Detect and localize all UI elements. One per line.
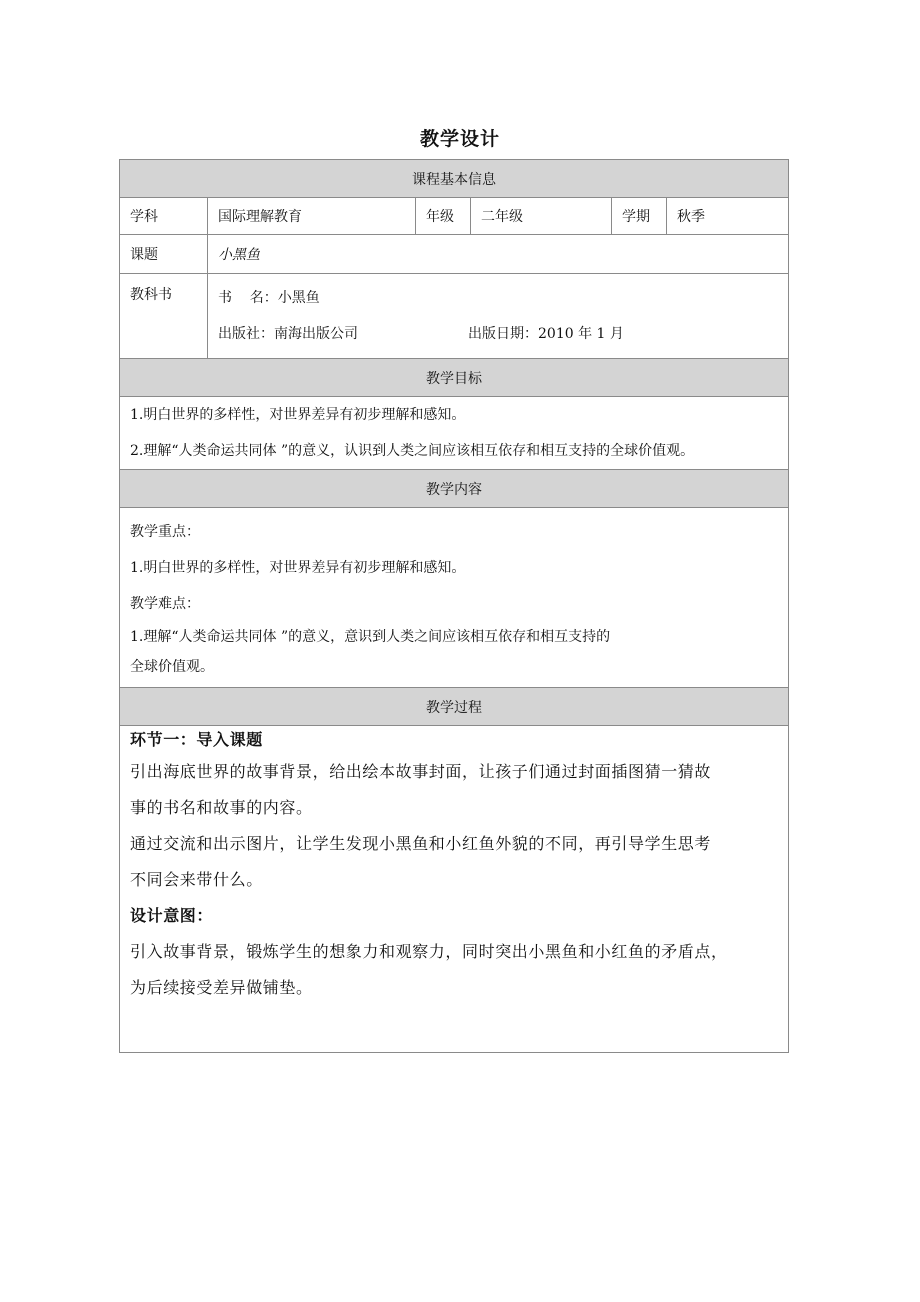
document-title: 教学设计 <box>419 128 500 150</box>
book-name-label: 书 名： <box>218 290 278 306</box>
lesson-plan-table <box>119 159 789 1053</box>
topic-value: 小黑鱼 <box>208 235 789 274</box>
subject-value: 国际理解教育 <box>208 198 416 235</box>
difficulty-item-line2: 全球价值观。 <box>130 658 214 675</box>
process-row <box>120 726 789 1053</box>
subject-label: 学科 <box>120 198 208 235</box>
textbook-label: 教科书 <box>120 274 208 359</box>
key-points-label: 教学重点： <box>130 523 200 540</box>
design-intent-label: 设计意图： <box>130 906 214 925</box>
publisher-label: 出版社： <box>218 326 274 342</box>
topic-row <box>120 235 789 274</box>
key-point-item: 1.明白世界的多样性，对世界差异有初步理解和感知。 <box>130 559 466 576</box>
content-row <box>120 508 789 688</box>
process-text-line: 引出海底世界的故事背景，给出绘本故事封面，让孩子们通过封面插图猜一猜故 <box>130 762 712 781</box>
goals-header-row <box>120 359 789 397</box>
process-text-line: 为后续接受差异做铺垫。 <box>130 978 313 997</box>
topic-label: 课题 <box>120 235 208 274</box>
goal-item: 2.理解“人类命运共同体 ”的意义，认识到人类之间应该相互依存和相互支持的全球价值观。 <box>130 443 695 459</box>
content-cell <box>120 508 789 688</box>
textbook-details <box>208 274 789 359</box>
step1-title: 环节一：导入课题 <box>130 730 263 749</box>
goals-row <box>120 397 789 470</box>
basic-info-header-row <box>120 160 789 198</box>
term-label: 学期 <box>612 198 667 235</box>
process-text-line: 不同会来带什么。 <box>130 870 263 889</box>
process-cell <box>120 726 789 1053</box>
pub-date-value: 2010 年 1 月 <box>538 326 624 342</box>
content-header-row <box>120 470 789 508</box>
term-value: 秋季 <box>667 198 789 235</box>
difficulty-item-line1: 1.理解“人类命运共同体 ”的意义，意识到人类之间应该相互依存和相互支持的 <box>130 628 611 645</box>
difficulty-label: 教学难点： <box>130 595 200 612</box>
pub-date-label: 出版日期： <box>468 326 538 342</box>
grade-label: 年级 <box>416 198 471 235</box>
textbook-row <box>120 274 789 359</box>
goals-header: 教学目标 <box>120 359 789 397</box>
goal-item: 1.明白世界的多样性，对世界差异有初步理解和感知。 <box>130 407 466 423</box>
basic-info-header: 课程基本信息 <box>120 160 789 198</box>
publisher-line <box>218 316 778 352</box>
basic-info-row <box>120 198 789 235</box>
grade-value: 二年级 <box>471 198 612 235</box>
process-text-line: 事的书名和故事的内容。 <box>130 798 313 817</box>
publisher-value: 南海出版公司 <box>274 326 358 342</box>
process-header: 教学过程 <box>120 688 789 726</box>
process-text-line: 通过交流和出示图片，让学生发现小黑鱼和小红鱼外貌的不同，再引导学生思考 <box>130 834 712 853</box>
book-name-line <box>218 280 778 316</box>
content-header: 教学内容 <box>120 470 789 508</box>
book-name-value: 小黑鱼 <box>277 290 320 306</box>
process-header-row <box>120 688 789 726</box>
process-text-line: 引入故事背景，锻炼学生的想象力和观察力，同时突出小黑鱼和小红鱼的矛盾点， <box>130 942 728 961</box>
goals-cell <box>120 397 789 470</box>
